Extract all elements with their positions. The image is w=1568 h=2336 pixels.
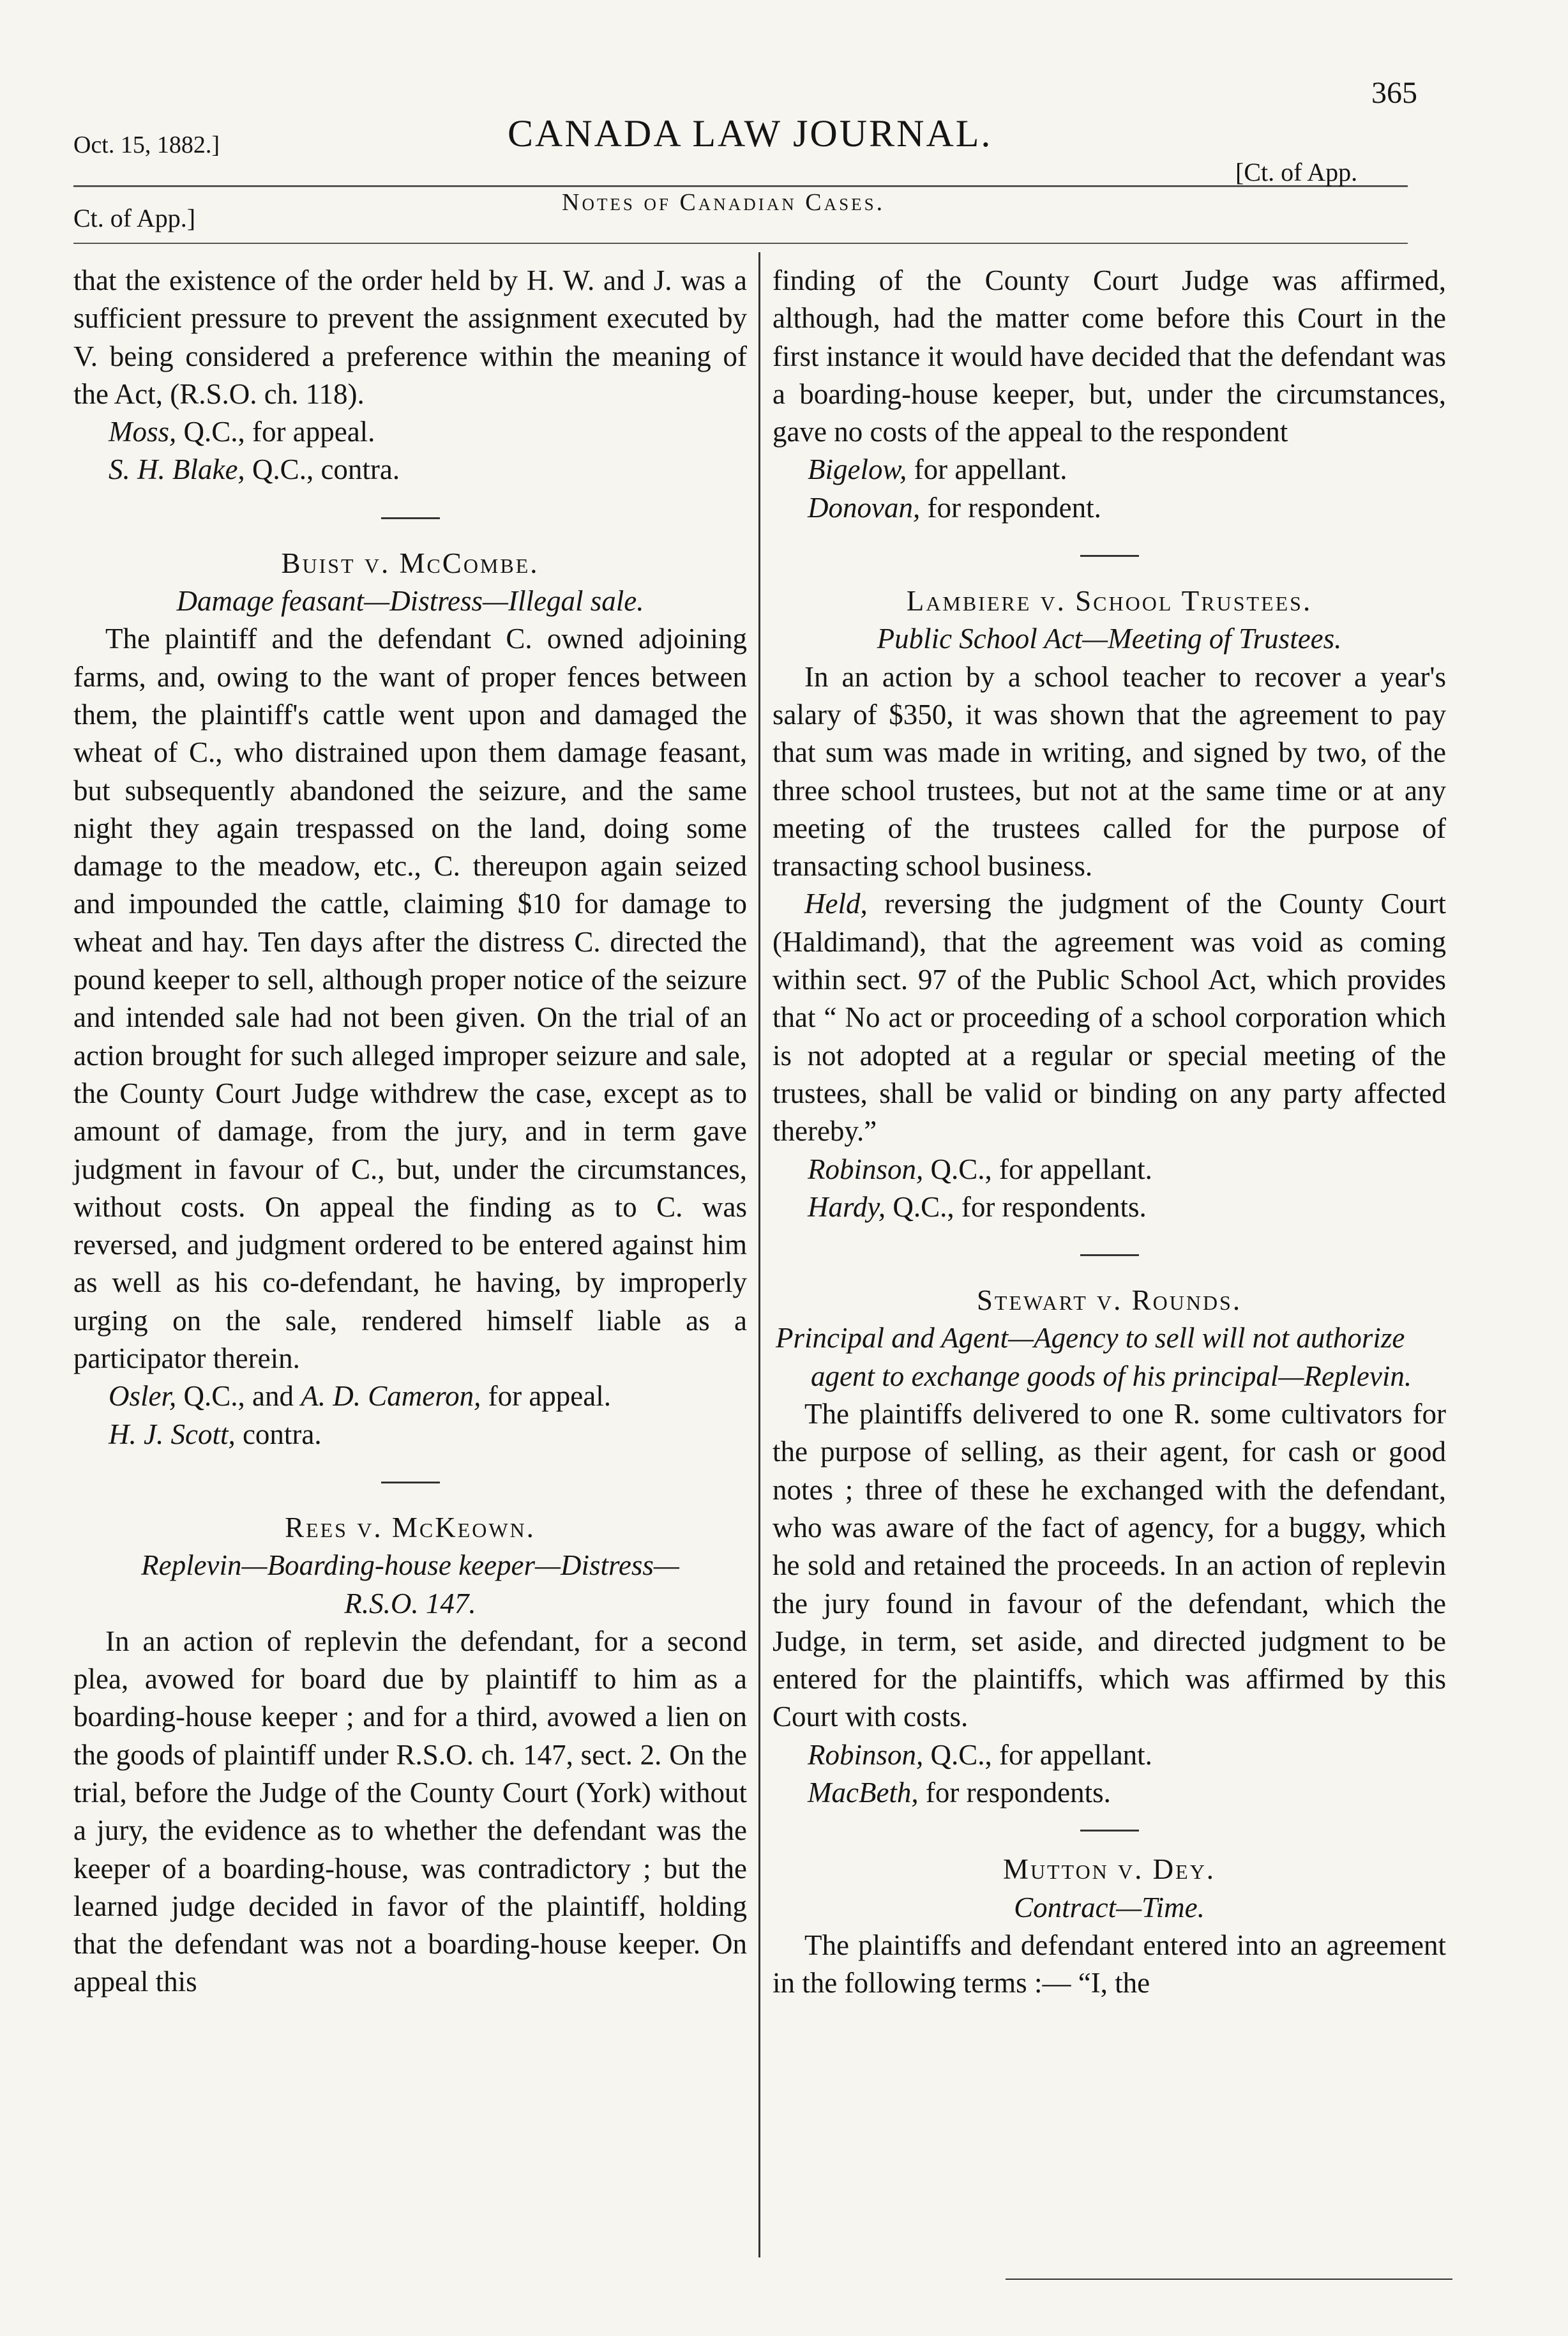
case-body: In an action by a school teacher to recover a year's salary of $350, it was shown that the agreement to pay that sum was made in writing, and signed by two, of the three school trustees, but not at the same time or at any meeting of the trustees called for the purpose of transacting school business.	[773, 660, 1446, 883]
left-column	[73, 262, 747, 2001]
counsel-role: Q.C., for respondents.	[886, 1190, 1147, 1223]
case-subtitle: Principal and Agent—Agency to sell will not authorize agent to exchange goods of his principal—Replevin.	[776, 1322, 1412, 1392]
subheader-rule	[73, 243, 1408, 244]
counsel-role: contra.	[235, 1418, 322, 1450]
held-word: Held,	[804, 888, 868, 920]
counsel-name: Osler,	[109, 1380, 177, 1413]
header-rule	[73, 185, 1408, 187]
counsel-role: for respondent.	[920, 491, 1101, 524]
counsel-line	[73, 1377, 747, 1415]
issue-date: Oct. 15, 1882.]	[73, 132, 220, 158]
case-title: Stewart v. Rounds.	[976, 1284, 1242, 1317]
counsel-name: Bigelow,	[808, 453, 907, 486]
court-label-right: [Ct. of App.	[1235, 158, 1358, 186]
counsel-line	[773, 451, 1446, 489]
case-subtitle: Replevin—Boarding-house keeper—Distress—	[141, 1549, 679, 1582]
counsel-line	[773, 1736, 1446, 1774]
case-title: Buist v. McCombe.	[281, 547, 539, 579]
case-title: Lambiere v. School Trustees.	[906, 585, 1313, 618]
right-column	[773, 262, 1446, 2002]
page-number: 365	[1371, 76, 1417, 110]
counsel-role: for appeal.	[481, 1380, 611, 1413]
case-body: The plaintiff and the defendant C. owned adjoining farms, and, owing to the want of proper fences between them, the plaintiff's cattle went upon and damaged the wheat of C., who distrained upon them damage feasant, but subsequently abandoned the seizure, and the same night they again trespassed on the land, doing some damage to the meadow, etc., C. thereupon again seized and impounded the cattle, claiming $10 for damage to wheat and hay. Ten days after the distress C. directed the pound keeper to sell, although proper notice of the seizure and intended sale had not been given. On the trial of an action brought for such alleged improper seizure and sale, the County Court Judge withdrew the case, except as to amount of damage, from the jury, and in term gave judgment in favour of C., but, under the circumstances, without costs. On appeal the finding as to C. was reversed, and judgment ordered to be entered against him as well as his co-defendant, he having, by improperly urging on the sale, rendered himself liable as a participator therein.	[73, 623, 747, 1375]
counsel-role: for respondents.	[918, 1776, 1111, 1809]
section-separator	[381, 517, 440, 519]
court-label-left: Ct. of App.]	[73, 204, 196, 232]
case-subtitle: Damage feasant—Distress—Illegal sale.	[176, 585, 644, 618]
section-separator	[1080, 1254, 1139, 1256]
counsel-name: Moss,	[109, 416, 177, 448]
counsel-line	[73, 413, 747, 451]
counsel-line	[73, 451, 747, 489]
counsel-role: Q.C., for appeal.	[176, 416, 375, 448]
counsel-name: Donovan,	[808, 491, 921, 524]
journal-title: CANADA LAW JOURNAL.	[508, 112, 993, 155]
counsel-line	[73, 1416, 747, 1453]
counsel-name: MacBeth,	[808, 1776, 919, 1809]
held-text: reversing the judgment of the County Court (Haldimand), that the agreement was void as coming within sect. 97 of the Public School Act, which provides that “ No act or proceeding of a school corporation which is not adopted at a regular or special meeting of the trustees, shall be valid or binding on any party affected thereby.”	[773, 888, 1446, 1148]
case-title: Mutton v. Dey.	[1002, 1853, 1216, 1886]
counsel-name: Hardy,	[808, 1190, 886, 1223]
case-subtitle: Contract—Time.	[1014, 1891, 1205, 1923]
case-body	[773, 885, 1446, 1150]
counsel-role: for appellant.	[907, 453, 1067, 486]
counsel-name: Robinson,	[808, 1153, 924, 1185]
footer-rule	[1006, 2279, 1452, 2280]
case-body: In an action of replevin the defendant, for a second plea, avowed for board due by plaintiff to him as a boarding-house keeper ; and for a third, avowed a lien on the goods of plaintiff under R.S.O. ch. 147, sect. 2. On the trial, before the Judge of the County Court (York) without a jury, the evidence as to whether the defendant was the keeper of a boarding-house, was contradictory ; but the learned judge decided in favor of the plaintiff, holding that the defendant was not a boarding-house keeper. On appeal this	[73, 1625, 747, 1998]
counsel-role: Q.C., for appellant.	[923, 1738, 1152, 1771]
case-subtitle: Public School Act—Meeting of Trustees.	[877, 623, 1342, 655]
section-separator	[1080, 555, 1139, 557]
counsel-line	[773, 489, 1446, 527]
column-divider	[758, 252, 760, 2257]
section-separator	[381, 1482, 440, 1483]
section-title: Notes of Canadian Cases.	[562, 189, 886, 216]
counsel-role: Q.C., and	[176, 1380, 301, 1413]
counsel-role: Q.C., contra.	[245, 453, 400, 486]
case-title: Rees v. McKeown.	[285, 1511, 536, 1543]
continuation-paragraph: finding of the County Court Judge was affirmed, although, had the matter come before this Court in the first instance it would have decided that the defendant was a boarding-house keeper, but, under the circumstances, gave no costs of the appeal to the respondent	[773, 264, 1446, 448]
continuation-paragraph: that the existence of the order held by H. W. and J. was a sufficient pressure to prevent the assignment executed by V. being considered a preference within the meaning of the Act, (R.S.O. ch. 118).	[73, 264, 747, 410]
counsel-name: H. J. Scott,	[109, 1418, 236, 1450]
counsel-role: Q.C., for appellant.	[923, 1153, 1152, 1185]
counsel-line	[773, 1188, 1446, 1226]
counsel-name: A. D. Cameron,	[301, 1380, 481, 1413]
counsel-name: Robinson,	[808, 1738, 924, 1771]
counsel-line	[773, 1774, 1446, 1812]
section-separator	[1080, 1830, 1139, 1832]
counsel-name: S. H. Blake,	[109, 453, 245, 486]
case-body: The plaintiffs and defendant entered into an agreement in the following terms :— “I, the	[773, 1929, 1446, 1999]
case-body: The plaintiffs delivered to one R. some cultivators for the purpose of selling, as their agent, for cash or good notes ; three of these he exchanged with the defendant, who was aware of the fact of agency, for a buggy, which he sold and retained the proceeds. In an action of replevin the jury found in favour of the defendant, which the Judge, in term, set aside, and directed judgment to be entered for the plaintiffs, which was affirmed by this Court with costs.	[773, 1398, 1446, 1733]
counsel-line	[773, 1151, 1446, 1188]
case-subtitle: R.S.O. 147.	[344, 1587, 476, 1619]
